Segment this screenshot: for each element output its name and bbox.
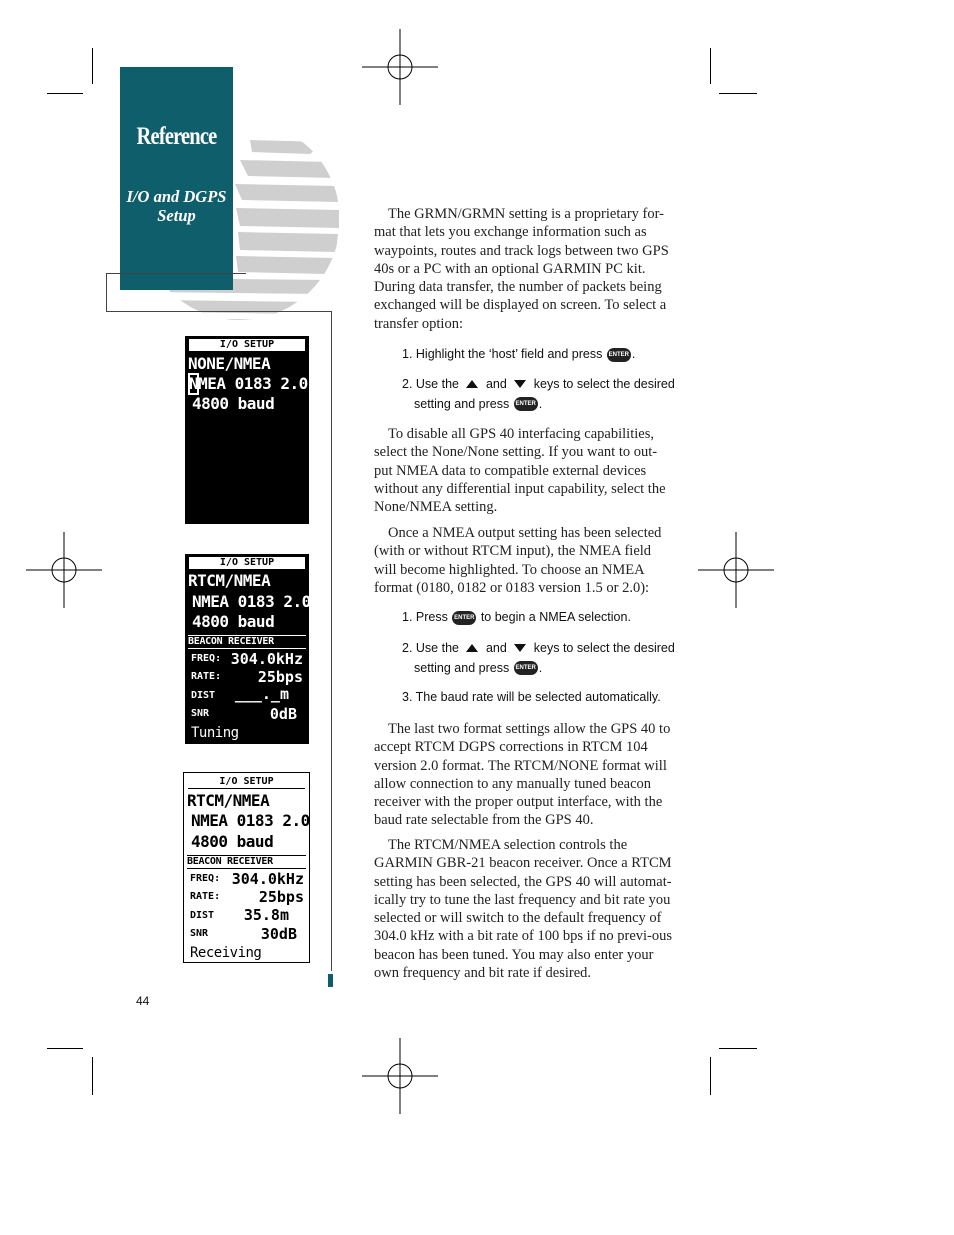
step-text: and [485, 641, 507, 655]
enter-key-icon: ENTER [607, 348, 631, 362]
registration-target-icon [26, 532, 102, 608]
beacon-header: BEACON RECEIVER [187, 855, 306, 869]
freq-label: FREQ: [190, 873, 221, 884]
paragraph-text: To disable all GPS 40 interfacing capabilities, select the None/None setting. If you want to out-put NMEA data to compatible external devices without any differential input capability, select the None/NMEA setting. [374, 426, 666, 516]
paragraph-nmea [374, 524, 674, 597]
snr-value: 30dB [260, 925, 297, 943]
nmea-line [189, 374, 308, 394]
paragraph-grmn [374, 205, 674, 333]
step-item [402, 688, 682, 708]
step-text: 3. The baud rate will be selected automatically. [402, 690, 661, 704]
step-text: 2. Use the [402, 641, 459, 655]
enter-key-icon: ENTER [452, 611, 476, 625]
format-line: NONE/NMEA [188, 354, 271, 373]
step-text: 1. Press [402, 610, 448, 624]
paragraph-rtcm-nmea [374, 836, 674, 982]
step-text: setting and press [414, 396, 510, 411]
bracket-line [106, 273, 107, 311]
step-text: setting and press [414, 660, 510, 675]
registration-target-icon [362, 29, 438, 105]
gps-screen-none-nmea [185, 336, 309, 524]
baud-line: 4800 baud [191, 832, 274, 851]
paragraph-rtcm [374, 720, 674, 830]
nmea-value: MEA 0183 2.0 [198, 374, 308, 393]
paragraph-text: The last two format settings allow the GPS 40 to accept RTCM DGPS corrections in RTCM 104 version 2.0 format. The RTCM/NONE format will allow connection to any manually tuned beacon receiver with the proper output interface, with the baud rate selectable from the GPS 40. [374, 721, 671, 829]
section-tab [120, 67, 233, 290]
dist-value: ___._m [234, 685, 289, 703]
page-number: 44 [136, 994, 150, 1008]
paragraph-disable [374, 425, 674, 516]
section-title: Reference [136, 123, 217, 150]
gps-screen-receiving [183, 772, 310, 963]
rate-label: RATE: [190, 891, 221, 902]
step-item [402, 639, 682, 678]
step-text: 2. Use the [402, 377, 459, 391]
format-line: RTCM/NMEA [187, 791, 270, 810]
registration-target-icon [362, 1038, 438, 1114]
snr-label: SNR [191, 708, 210, 719]
step-text: . [631, 347, 636, 361]
crop-mark [47, 1048, 83, 1049]
crop-mark [719, 1048, 757, 1049]
beacon-header: BEACON RECEIVER [188, 635, 306, 649]
paragraph-text: The RTCM/NMEA selection controls the GARMIN GBR-21 beacon receiver. Once a RTCM setting has been selected, the GPS 40 will automat-ically try to tune the last frequency and bit rate you selected or will switch to the default frequency of 304.0 kHz with a bit rate of 100 bps if no previ-ous beacon has been tuned. You may also enter your own frequency and bit rate if desired. [374, 837, 673, 982]
crop-mark [710, 48, 711, 84]
dist-label: DIST [190, 910, 215, 921]
format-line: RTCM/NMEA [188, 571, 271, 590]
screen-header: I/O SETUP [189, 557, 305, 569]
dist-value: 35.8m [243, 906, 289, 924]
step-item [402, 345, 682, 365]
field-cursor: N [189, 374, 199, 393]
gps-screen-tuning [185, 554, 309, 744]
section-subtitle: I/O and DGPS Setup [126, 187, 227, 225]
status-text: Tuning [191, 725, 239, 741]
rate-value: 25bps [258, 888, 304, 906]
screen-header: I/O SETUP [188, 776, 305, 789]
bracket-line [106, 311, 331, 312]
paragraph-text: The GRMN/GRMN setting is a proprietary for-mat that lets you exchange information such as waypoints, routes and track logs between two GPS 40s or a PC with an optional GARMIN PC kit. During data transfer, the number of packets being exchanged will be displayed on screen. To select a transfer option: [374, 206, 669, 332]
crop-mark [92, 1057, 93, 1095]
baud-line: 4800 baud [192, 612, 275, 631]
crop-mark [710, 1057, 711, 1095]
up-arrow-icon [466, 380, 478, 388]
step-item [402, 375, 682, 414]
baud-line: 4800 baud [192, 394, 275, 413]
nmea-line: NMEA 0183 2.0 [191, 811, 310, 830]
nmea-line: NMEA 0183 2.0 [192, 592, 311, 611]
up-arrow-icon [466, 644, 478, 652]
snr-value: 0dB [269, 705, 297, 723]
step-text: 1. Highlight the ‘host’ field and press [402, 347, 603, 361]
freq-value: 304.0kHz [230, 650, 303, 668]
rate-value: 25bps [257, 668, 303, 686]
bracket-line [331, 311, 332, 971]
enter-key-icon: ENTER [514, 397, 538, 411]
snr-label: SNR [190, 928, 209, 939]
step-item [402, 608, 682, 628]
step-text: and [485, 377, 507, 391]
crop-mark [92, 48, 93, 84]
step-text: to begin a NMEA selection. [480, 610, 631, 624]
screen-header: I/O SETUP [189, 339, 305, 351]
step-text: keys to select the desired [533, 641, 675, 655]
down-arrow-icon [514, 644, 526, 652]
crop-mark [47, 93, 83, 94]
step-text: . [538, 396, 543, 411]
registration-target-icon [698, 532, 774, 608]
teal-marker [328, 974, 333, 987]
step-text: . [538, 660, 543, 675]
paragraph-text: Once a NMEA output setting has been selected (with or without RTCM input), the NMEA field will become highlighted. To choose an NMEA format (0180, 0182 or 0183 version 1.5 or 2.0): [374, 525, 662, 596]
crop-mark [719, 93, 757, 94]
down-arrow-icon [514, 380, 526, 388]
enter-key-icon: ENTER [514, 661, 538, 675]
step-text: keys to select the desired [533, 377, 675, 391]
bracket-line [106, 273, 246, 274]
freq-value: 304.0kHz [231, 870, 304, 888]
rate-label: RATE: [191, 671, 222, 682]
status-text: Receiving [190, 945, 262, 961]
freq-label: FREQ: [191, 653, 222, 664]
dist-label: DIST [191, 690, 216, 701]
